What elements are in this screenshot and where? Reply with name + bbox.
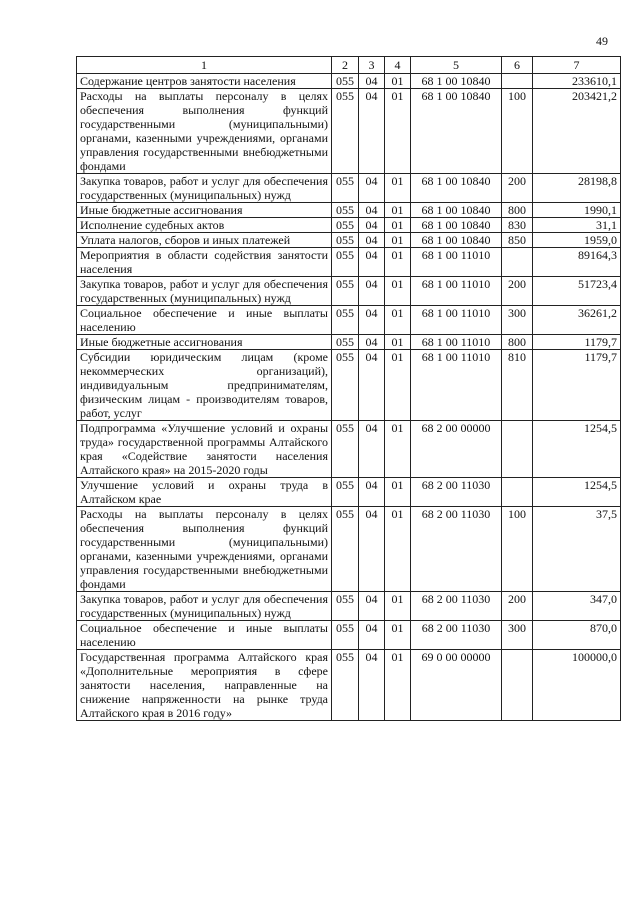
cell-subsection-code: 01: [385, 650, 411, 721]
cell-section-code: 04: [359, 174, 385, 203]
cell-amount: 1179,7: [533, 350, 621, 421]
cell-amount: 1959,0: [533, 233, 621, 248]
cell-section-code: 04: [359, 248, 385, 277]
cell-amount: 233610,1: [533, 74, 621, 89]
cell-target-article: 68 1 00 10840: [411, 89, 502, 174]
cell-section-code: 04: [359, 478, 385, 507]
cell-subsection-code: 01: [385, 74, 411, 89]
cell-amount: 1179,7: [533, 335, 621, 350]
cell-amount: 89164,3: [533, 248, 621, 277]
cell-subsection-code: 01: [385, 350, 411, 421]
cell-amount: 28198,8: [533, 174, 621, 203]
cell-expense-type: 200: [502, 174, 533, 203]
column-header: 6: [502, 57, 533, 74]
cell-section-code: 04: [359, 74, 385, 89]
cell-ministry-code: 055: [332, 621, 359, 650]
page-number: 49: [596, 34, 608, 48]
cell-subsection-code: 01: [385, 306, 411, 335]
cell-target-article: 68 2 00 11030: [411, 507, 502, 592]
table-row: [77, 478, 621, 507]
cell-section-code: 04: [359, 277, 385, 306]
cell-expense-type: 100: [502, 507, 533, 592]
cell-target-article: 68 1 00 11010: [411, 350, 502, 421]
cell-subsection-code: 01: [385, 277, 411, 306]
cell-section-code: 04: [359, 218, 385, 233]
cell-section-code: 04: [359, 350, 385, 421]
cell-item-name: Закупка товаров, работ и услуг для обеспечения государственных (муниципальных) нужд: [77, 174, 332, 203]
table-row: [77, 507, 621, 592]
cell-item-name: Улучшение условий и охраны труда в Алтайском крае: [77, 478, 332, 507]
column-header: 1: [77, 57, 332, 74]
table-row: [77, 233, 621, 248]
cell-ministry-code: 055: [332, 421, 359, 478]
cell-expense-type: 830: [502, 218, 533, 233]
cell-expense-type: 300: [502, 306, 533, 335]
cell-subsection-code: 01: [385, 478, 411, 507]
cell-section-code: 04: [359, 306, 385, 335]
cell-expense-type: 200: [502, 277, 533, 306]
cell-ministry-code: 055: [332, 507, 359, 592]
cell-item-name: Иные бюджетные ассигнования: [77, 335, 332, 350]
column-header: 3: [359, 57, 385, 74]
cell-subsection-code: 01: [385, 248, 411, 277]
cell-target-article: 68 1 00 10840: [411, 174, 502, 203]
cell-ministry-code: 055: [332, 203, 359, 218]
cell-section-code: 04: [359, 203, 385, 218]
cell-target-article: 68 1 00 11010: [411, 306, 502, 335]
cell-ministry-code: 055: [332, 350, 359, 421]
table-row: [77, 203, 621, 218]
cell-expense-type: [502, 421, 533, 478]
cell-subsection-code: 01: [385, 89, 411, 174]
cell-item-name: Социальное обеспечение и иные выплаты населению: [77, 621, 332, 650]
cell-item-name: Иные бюджетные ассигнования: [77, 203, 332, 218]
cell-expense-type: 200: [502, 592, 533, 621]
cell-ministry-code: 055: [332, 306, 359, 335]
cell-target-article: 68 2 00 00000: [411, 421, 502, 478]
cell-ministry-code: 055: [332, 74, 359, 89]
cell-item-name: Уплата налогов, сборов и иных платежей: [77, 233, 332, 248]
cell-target-article: 68 1 00 10840: [411, 203, 502, 218]
cell-amount: 31,1: [533, 218, 621, 233]
cell-item-name: Социальное обеспечение и иные выплаты населению: [77, 306, 332, 335]
cell-subsection-code: 01: [385, 218, 411, 233]
table-row: [77, 306, 621, 335]
cell-expense-type: [502, 478, 533, 507]
cell-subsection-code: 01: [385, 335, 411, 350]
cell-item-name: Закупка товаров, работ и услуг для обеспечения государственных (муниципальных) нужд: [77, 277, 332, 306]
cell-item-name: Подпрограмма «Улучшение условий и охраны труда» государственной программы Алтайского края «Содействие занятости населения Алтайского края» на 2015-2020 годы: [77, 421, 332, 478]
table-row: [77, 350, 621, 421]
cell-item-name: Государственная программа Алтайского края «Дополнительные мероприятия в сфере занятости населения, направленные на снижение напряженности на рынке труда Алтайского края в 2016 году»: [77, 650, 332, 721]
table-row: [77, 248, 621, 277]
cell-subsection-code: 01: [385, 592, 411, 621]
cell-expense-type: 810: [502, 350, 533, 421]
cell-subsection-code: 01: [385, 421, 411, 478]
cell-ministry-code: 055: [332, 592, 359, 621]
column-header: 7: [533, 57, 621, 74]
cell-target-article: 68 1 00 10840: [411, 233, 502, 248]
cell-ministry-code: 055: [332, 248, 359, 277]
table-row: [77, 89, 621, 174]
cell-expense-type: 100: [502, 89, 533, 174]
cell-ministry-code: 055: [332, 277, 359, 306]
cell-item-name: Субсидии юридическим лицам (кроме некоммерческих организаций), индивидуальным предпринимателям, физическим лицам - производителям товаров, работ, услуг: [77, 350, 332, 421]
cell-expense-type: [502, 248, 533, 277]
table-row: [77, 174, 621, 203]
cell-ministry-code: 055: [332, 233, 359, 248]
table-header-row: [77, 57, 621, 74]
cell-section-code: 04: [359, 421, 385, 478]
cell-amount: 1990,1: [533, 203, 621, 218]
cell-ministry-code: 055: [332, 218, 359, 233]
cell-ministry-code: 055: [332, 335, 359, 350]
cell-amount: 1254,5: [533, 421, 621, 478]
cell-section-code: 04: [359, 621, 385, 650]
cell-amount: 347,0: [533, 592, 621, 621]
cell-expense-type: 850: [502, 233, 533, 248]
cell-expense-type: [502, 74, 533, 89]
cell-section-code: 04: [359, 592, 385, 621]
cell-target-article: 68 1 00 10840: [411, 74, 502, 89]
table-row: [77, 335, 621, 350]
cell-expense-type: 800: [502, 203, 533, 218]
cell-section-code: 04: [359, 233, 385, 248]
table-row: [77, 218, 621, 233]
cell-item-name: Мероприятия в области содействия занятости населения: [77, 248, 332, 277]
table-row: [77, 74, 621, 89]
cell-subsection-code: 01: [385, 203, 411, 218]
cell-section-code: 04: [359, 89, 385, 174]
table-row: [77, 621, 621, 650]
cell-expense-type: [502, 650, 533, 721]
cell-target-article: 68 1 00 11010: [411, 277, 502, 306]
cell-section-code: 04: [359, 335, 385, 350]
cell-amount: 203421,2: [533, 89, 621, 174]
cell-subsection-code: 01: [385, 621, 411, 650]
cell-target-article: 69 0 00 00000: [411, 650, 502, 721]
cell-expense-type: 800: [502, 335, 533, 350]
cell-item-name: Закупка товаров, работ и услуг для обеспечения государственных (муниципальных) нужд: [77, 592, 332, 621]
cell-target-article: 68 1 00 11010: [411, 335, 502, 350]
cell-subsection-code: 01: [385, 233, 411, 248]
cell-target-article: 68 2 00 11030: [411, 478, 502, 507]
cell-item-name: Расходы на выплаты персоналу в целях обеспечения выполнения функций государственными (муниципальными) органами, казенными учреждениями, органами управления государственными внебюджетными фондами: [77, 89, 332, 174]
cell-amount: 870,0: [533, 621, 621, 650]
column-header: 5: [411, 57, 502, 74]
cell-ministry-code: 055: [332, 478, 359, 507]
cell-ministry-code: 055: [332, 174, 359, 203]
cell-item-name: Исполнение судебных актов: [77, 218, 332, 233]
cell-target-article: 68 1 00 11010: [411, 248, 502, 277]
cell-subsection-code: 01: [385, 507, 411, 592]
table-row: [77, 650, 621, 721]
column-header: 2: [332, 57, 359, 74]
column-header: 4: [385, 57, 411, 74]
cell-target-article: 68 1 00 10840: [411, 218, 502, 233]
table-row: [77, 592, 621, 621]
cell-amount: 36261,2: [533, 306, 621, 335]
cell-section-code: 04: [359, 507, 385, 592]
cell-amount: 100000,0: [533, 650, 621, 721]
cell-target-article: 68 2 00 11030: [411, 592, 502, 621]
cell-amount: 51723,4: [533, 277, 621, 306]
cell-amount: 37,5: [533, 507, 621, 592]
table-row: [77, 421, 621, 478]
cell-item-name: Содержание центров занятости населения: [77, 74, 332, 89]
cell-expense-type: 300: [502, 621, 533, 650]
cell-item-name: Расходы на выплаты персоналу в целях обеспечения выполнения функций государственными (муниципальными) органами, казенными учреждениями, органами управления государственными внебюджетными фондами: [77, 507, 332, 592]
cell-ministry-code: 055: [332, 650, 359, 721]
cell-section-code: 04: [359, 650, 385, 721]
cell-target-article: 68 2 00 11030: [411, 621, 502, 650]
table-row: [77, 277, 621, 306]
cell-amount: 1254,5: [533, 478, 621, 507]
cell-ministry-code: 055: [332, 89, 359, 174]
budget-table: [76, 56, 621, 721]
cell-subsection-code: 01: [385, 174, 411, 203]
